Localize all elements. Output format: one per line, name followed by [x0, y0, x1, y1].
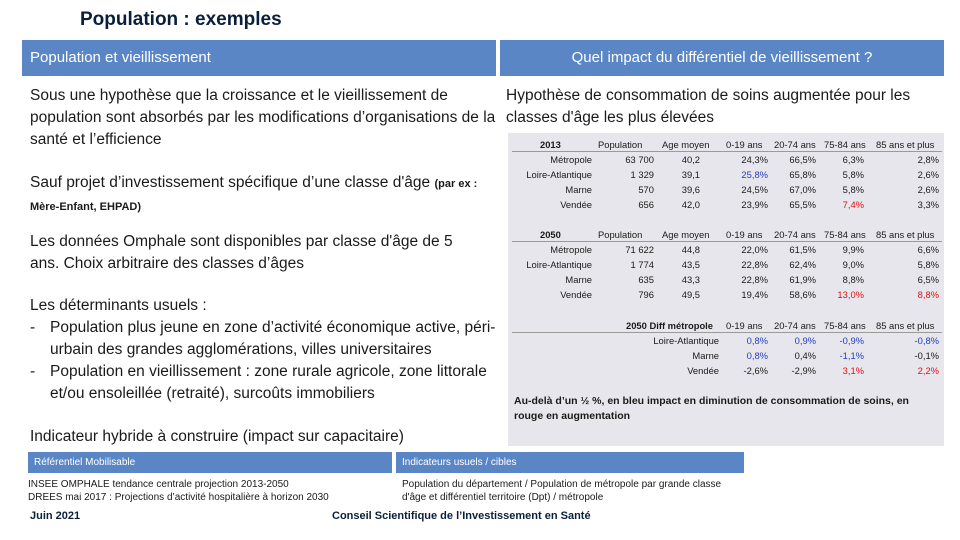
paragraph-determinants: [30, 295, 500, 405]
paragraph-hypothesis: Sous une hypothèse que la croissance et le vieillissement de population sont absorbés par les modifications d’organisations de la santé et l’efficience: [30, 87, 496, 148]
table-2013: [512, 137, 942, 212]
footer-bar-indicateurs: Indicateurs usuels / cibles: [396, 452, 744, 473]
footer-bar-referentiel: Référentiel Mobilisable: [28, 452, 392, 473]
header-left: Population et vieillissement: [22, 40, 496, 76]
right-hypothesis: Hypothèse de consommation de soins augmentée pour les classes d'âge les plus élevées: [506, 87, 911, 126]
table-row: Métropole 71 622 44,8 22,0% 61,5% 9,9% 6,6%: [550, 244, 939, 255]
footer-date: Juin 2021: [30, 510, 81, 522]
table-header-row: 2050 Diff métropole 0-19 ans 20-74 ans 75-84 ans 85 ans et plus: [512, 318, 942, 333]
table-row: Marne 570 39,6 24,5% 67,0% 5,8% 2,6%: [565, 184, 939, 195]
footer-organization: Conseil Scientifique de l’Investissement en Santé: [332, 510, 591, 522]
table-row: Loire-Atlantique 1 774 43,5 22,8% 62,4% 9,0% 5,8%: [526, 259, 939, 270]
paragraph-indicator: Indicateur hybride à construire (impact sur capacitaire): [30, 428, 404, 445]
table-row: Loire-Atlantique 1 329 39,1 25,8% 65,8% 5,8% 2,6%: [526, 169, 939, 180]
determinants-intro: Les déterminants usuels :: [30, 297, 207, 314]
paragraph-exception-main: Sauf projet d’investissement spécifique d’une classe d'âge: [30, 174, 435, 191]
paragraph-exception: [30, 172, 500, 218]
paragraph-exception-example: (par ex : Mère-Enfant, EHPAD): [30, 178, 478, 213]
table-row: Marne 0,8% 0,4% -1,1% -0,1%: [692, 350, 939, 361]
determinant-bullet: - Population en vieillissement : zone rurale agricole, zone littorale et/ou ensoleillée (retraité), surcoûts immobiliers: [30, 363, 487, 402]
color-legend-note: Au-delà d’un ½ %, en bleu impact en diminution de consommation de soins, en rouge en augmentation: [514, 395, 909, 422]
table-row: Marne 635 43,3 22,8% 61,9% 8,8% 6,5%: [565, 274, 939, 285]
footer-indicator-text: Population du département / Population de métropole par grande classe d'âge et différentiel territoire (Dpt) / métropole: [402, 479, 722, 503]
table-2050: [512, 227, 942, 302]
table-diff: [512, 318, 942, 378]
table-row: Vendée -2,6% -2,9% 3,1% 2,2%: [687, 365, 939, 376]
header-right: Quel impact du différentiel de vieillissement ?: [500, 40, 944, 76]
paragraph-omphale: Les données Omphale sont disponibles par classe d'âge de 5 ans. Choix arbitraire des classes d’âges: [30, 233, 453, 272]
table-row: Vendée 796 49,5 19,4% 58,6% 13,0% 8,8%: [560, 289, 939, 300]
table-row: Vendée 656 42,0 23,9% 65,5% 7,4% 3,3%: [560, 199, 939, 210]
determinant-bullet: - Population plus jeune en zone d’activité économique active, péri-urbain des grandes agglomérations, villes universitaires: [30, 319, 496, 358]
page-title: Population : exemples: [80, 9, 282, 30]
table-row: Métropole 63 700 40,2 24,3% 66,5% 6,3% 2,8%: [550, 154, 939, 165]
table-row: Loire-Atlantique 0,8% 0,9% -0,9% -0,8%: [653, 335, 939, 346]
footer-sources: INSEE OMPHALE tendance centrale projection 2013-2050 DREES mai 2017 : Projections d’activité hospitalière à horizon 2030: [28, 479, 329, 503]
table-header-row: 2050 Population Age moyen 0-19 ans 20-74 ans 75-84 ans 85 ans et plus: [512, 227, 942, 242]
table-header-row: 2013 Population Age moyen 0-19 ans 20-74 ans 75-84 ans 85 ans et plus: [512, 137, 942, 152]
